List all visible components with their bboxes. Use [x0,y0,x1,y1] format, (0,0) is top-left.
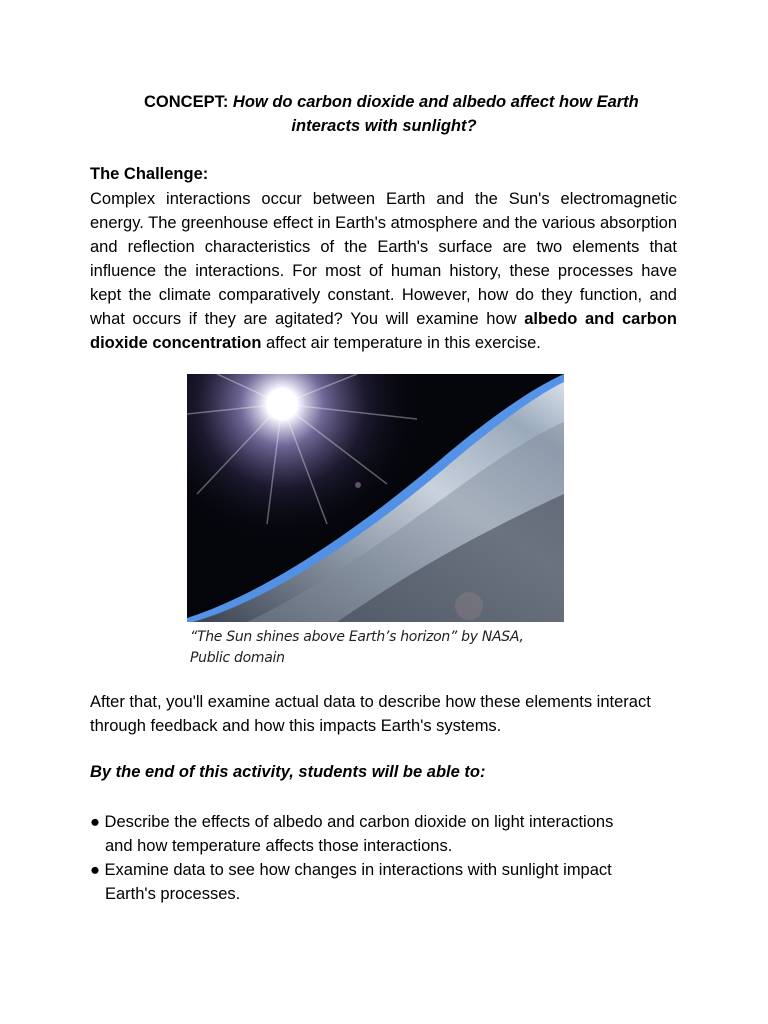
concept-title [144,93,704,112]
concept-label: CONCEPT: [144,93,233,111]
challenge-paragraph [90,187,677,355]
earth-horizon-illustration [187,374,564,622]
caption-line1: “The Sun shines above Earth’s horizon” by NASA, [190,629,524,645]
concept-question-line2: interacts with sunlight? [291,117,477,135]
objective-item [90,810,680,858]
objective-item [90,858,680,906]
concept-question-line1: How do carbon dioxide and albedo affect how Earth [232,93,639,111]
earth-horizon-photo [187,374,564,622]
challenge-text-part2: affect air temperature in this exercise. [261,334,541,352]
challenge-heading: The Challenge: [90,165,209,183]
objective-line1: ● Examine data to see how changes in interactions with sunlight impact [90,861,612,879]
objective-line1: ● Describe the effects of albedo and carbon dioxide on light interactions [90,813,614,831]
objective-line2: Earth's processes. [105,885,241,903]
caption-line2: Public domain [190,650,285,666]
challenge-text-bold: albedo and carbon dioxide concentration [90,310,677,352]
challenge-text-part1: Complex interactions occur between Earth and the Sun's electromagnetic energy. The greenhouse effect in Earth's atmosphere and the various absorption and reflection characteristics of the Earth's surface are two elements that influence the interactions. For most of human history, these processes have kept the climate comparatively constant. However, how do they function, and what occurs if they are agitated? You will examine how [90,190,677,328]
objectives-heading: By the end of this activity, students will be able to: [90,763,486,781]
objective-line2: and how temperature affects those interactions. [105,837,453,855]
photo-caption [190,627,570,669]
after-paragraph: After that, you'll examine actual data to describe how these elements interact through feedback and how this impacts Earth's systems. [90,693,651,735]
